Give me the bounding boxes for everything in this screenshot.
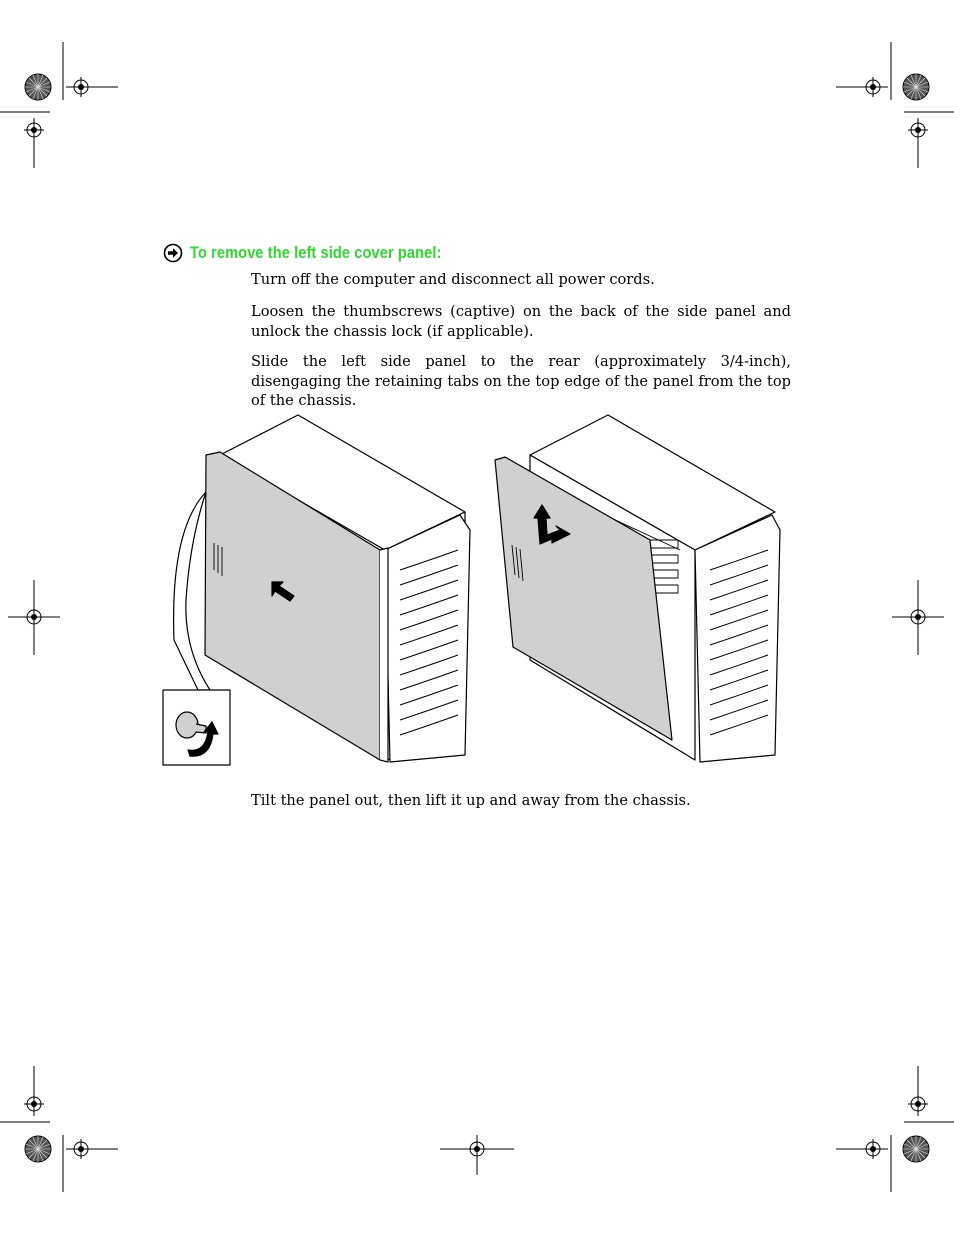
step-2-text: Loosen the thumbscrews (captive) on the back of the side panel and unlock the chassis lock (if applicable). bbox=[251, 303, 791, 340]
step-3-text: Slide the left side panel to the rear (approximately 3/4-inch), disengaging the retaining tabs on the top edge of the panel from the top of the chassis. bbox=[251, 353, 791, 409]
side-panel-removal-illustration bbox=[160, 410, 790, 770]
circle-arrow-right-icon bbox=[163, 243, 183, 263]
step-1-text: Turn off the computer and disconnect all power cords. bbox=[251, 271, 655, 288]
step-4-text: Tilt the panel out, then lift it up and away from the chassis. bbox=[251, 792, 691, 809]
section-heading bbox=[163, 243, 482, 263]
chassis-closed-view bbox=[205, 415, 470, 762]
heading-text: To remove the left side cover panel: bbox=[190, 243, 442, 262]
chassis-open-view bbox=[495, 415, 780, 762]
